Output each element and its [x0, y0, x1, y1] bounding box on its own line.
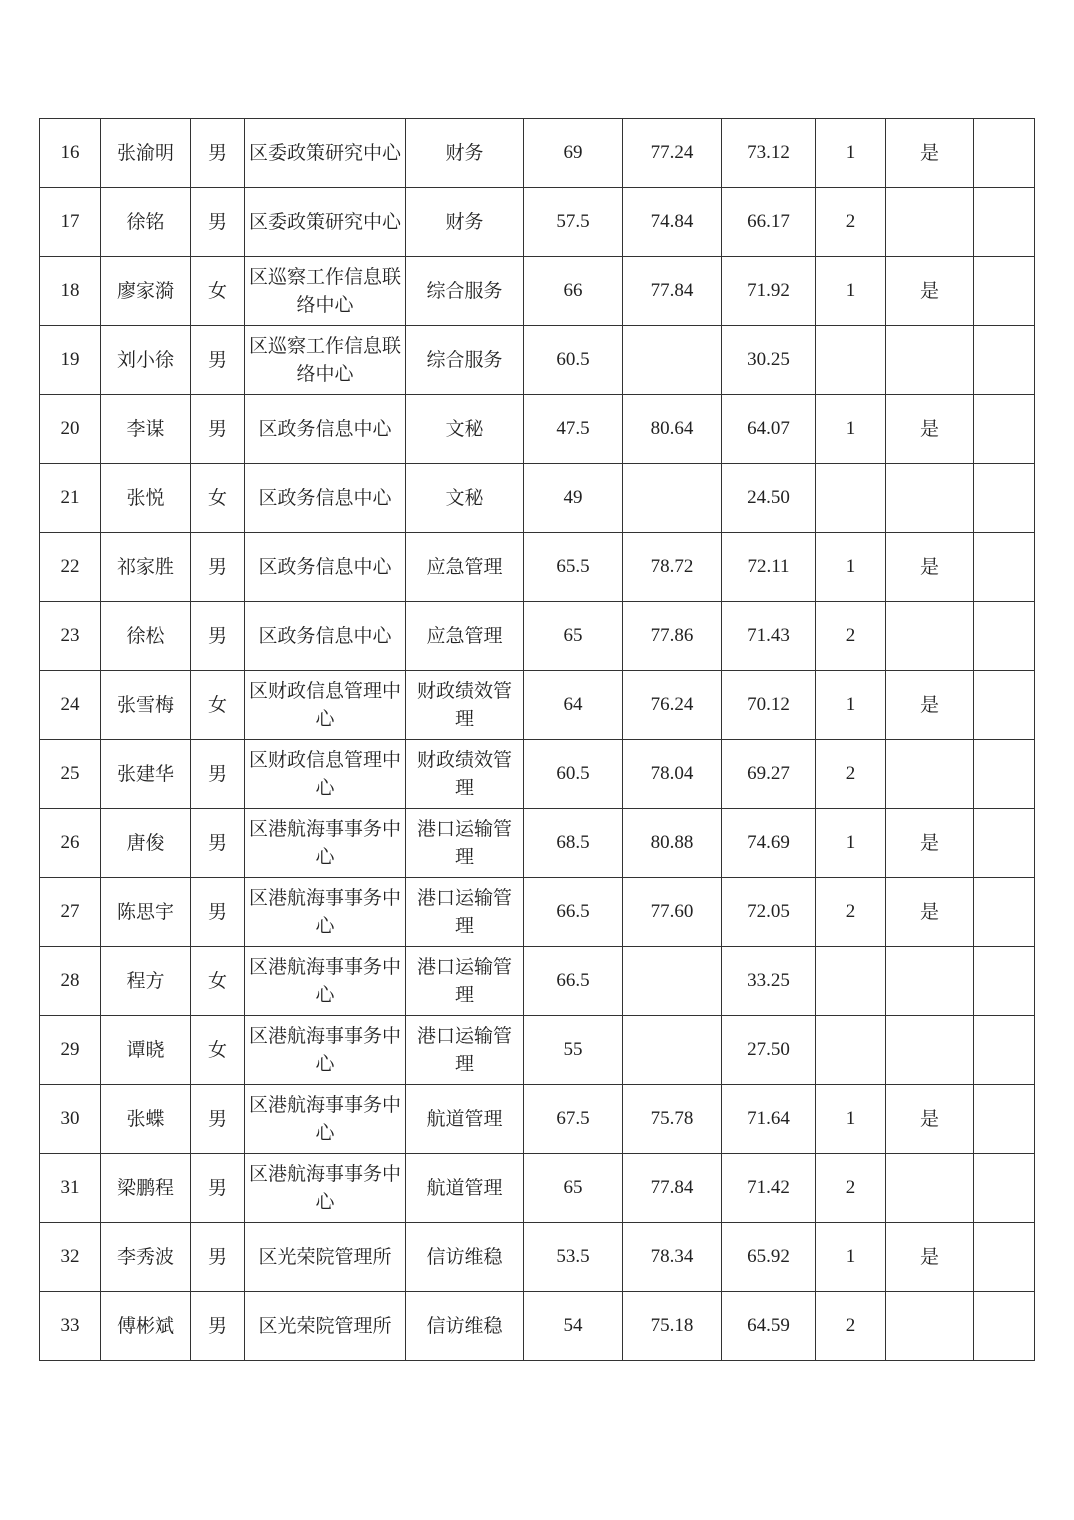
- cell-total-score: 65.92: [722, 1223, 816, 1292]
- cell-rank: [816, 1016, 886, 1085]
- cell-gender: 男: [191, 878, 245, 947]
- cell-interview-score: [623, 947, 722, 1016]
- cell-note: [974, 395, 1035, 464]
- cell-total-score: 74.69: [722, 809, 816, 878]
- cell-position: 财政绩效管理: [406, 740, 524, 809]
- cell-rank: 1: [816, 257, 886, 326]
- cell-position: 航道管理: [406, 1085, 524, 1154]
- cell-gender: 男: [191, 188, 245, 257]
- cell-note: [974, 740, 1035, 809]
- cell-position: 财政绩效管理: [406, 671, 524, 740]
- cell-note: [974, 257, 1035, 326]
- cell-position: 港口运输管理: [406, 878, 524, 947]
- cell-gender: 男: [191, 119, 245, 188]
- cell-rank: 1: [816, 1085, 886, 1154]
- cell-unit: 区财政信息管理中心: [245, 671, 406, 740]
- cell-unit: 区政务信息中心: [245, 464, 406, 533]
- cell-number: 24: [40, 671, 101, 740]
- cell-written-score: 66.5: [524, 878, 623, 947]
- cell-unit: 区港航海事事务中心: [245, 1085, 406, 1154]
- cell-total-score: 24.50: [722, 464, 816, 533]
- cell-written-score: 69: [524, 119, 623, 188]
- cell-selected: 是: [886, 878, 974, 947]
- cell-written-score: 64: [524, 671, 623, 740]
- table-row: [40, 326, 1035, 395]
- cell-unit: 区光荣院管理所: [245, 1292, 406, 1361]
- cell-number: 17: [40, 188, 101, 257]
- cell-gender: 男: [191, 809, 245, 878]
- cell-total-score: 72.05: [722, 878, 816, 947]
- cell-number: 22: [40, 533, 101, 602]
- cell-written-score: 66: [524, 257, 623, 326]
- cell-unit: 区港航海事事务中心: [245, 1154, 406, 1223]
- cell-unit: 区政务信息中心: [245, 533, 406, 602]
- cell-number: 32: [40, 1223, 101, 1292]
- cell-gender: 男: [191, 1085, 245, 1154]
- cell-position: 港口运输管理: [406, 1016, 524, 1085]
- cell-number: 27: [40, 878, 101, 947]
- cell-unit: 区委政策研究中心: [245, 119, 406, 188]
- table-row: [40, 464, 1035, 533]
- cell-unit: 区港航海事事务中心: [245, 947, 406, 1016]
- cell-selected: [886, 464, 974, 533]
- cell-note: [974, 188, 1035, 257]
- cell-selected: 是: [886, 1085, 974, 1154]
- cell-total-score: 64.07: [722, 395, 816, 464]
- cell-number: 26: [40, 809, 101, 878]
- cell-interview-score: 80.64: [623, 395, 722, 464]
- cell-interview-score: 78.34: [623, 1223, 722, 1292]
- table-row: [40, 809, 1035, 878]
- cell-selected: [886, 1154, 974, 1223]
- cell-position: 文秘: [406, 395, 524, 464]
- cell-total-score: 33.25: [722, 947, 816, 1016]
- cell-rank: 2: [816, 602, 886, 671]
- cell-note: [974, 326, 1035, 395]
- cell-written-score: 57.5: [524, 188, 623, 257]
- cell-name: 程方: [101, 947, 191, 1016]
- cell-name: 梁鹏程: [101, 1154, 191, 1223]
- cell-number: 18: [40, 257, 101, 326]
- cell-interview-score: [623, 326, 722, 395]
- cell-written-score: 53.5: [524, 1223, 623, 1292]
- cell-interview-score: 77.60: [623, 878, 722, 947]
- cell-note: [974, 878, 1035, 947]
- cell-position: 财务: [406, 119, 524, 188]
- cell-gender: 女: [191, 464, 245, 533]
- cell-rank: 2: [816, 878, 886, 947]
- cell-unit: 区政务信息中心: [245, 602, 406, 671]
- cell-note: [974, 1016, 1035, 1085]
- table-row: [40, 1292, 1035, 1361]
- cell-name: 张蝶: [101, 1085, 191, 1154]
- cell-written-score: 65: [524, 602, 623, 671]
- table-body: [40, 119, 1035, 1361]
- cell-total-score: 71.43: [722, 602, 816, 671]
- cell-position: 信访维稳: [406, 1223, 524, 1292]
- cell-gender: 女: [191, 671, 245, 740]
- cell-note: [974, 671, 1035, 740]
- cell-position: 应急管理: [406, 533, 524, 602]
- cell-unit: 区港航海事事务中心: [245, 1016, 406, 1085]
- cell-interview-score: 80.88: [623, 809, 722, 878]
- cell-rank: 1: [816, 809, 886, 878]
- cell-unit: 区港航海事事务中心: [245, 878, 406, 947]
- cell-gender: 男: [191, 326, 245, 395]
- cell-name: 唐俊: [101, 809, 191, 878]
- cell-selected: 是: [886, 395, 974, 464]
- cell-unit: 区港航海事事务中心: [245, 809, 406, 878]
- cell-rank: 2: [816, 1154, 886, 1223]
- cell-written-score: 60.5: [524, 740, 623, 809]
- cell-position: 财务: [406, 188, 524, 257]
- cell-selected: 是: [886, 119, 974, 188]
- cell-rank: 1: [816, 671, 886, 740]
- cell-name: 李秀波: [101, 1223, 191, 1292]
- cell-position: 港口运输管理: [406, 947, 524, 1016]
- table-row: [40, 533, 1035, 602]
- cell-gender: 男: [191, 1154, 245, 1223]
- cell-name: 张建华: [101, 740, 191, 809]
- cell-selected: [886, 947, 974, 1016]
- cell-interview-score: 78.04: [623, 740, 722, 809]
- cell-number: 20: [40, 395, 101, 464]
- cell-unit: 区委政策研究中心: [245, 188, 406, 257]
- cell-rank: 1: [816, 119, 886, 188]
- cell-name: 徐铭: [101, 188, 191, 257]
- cell-interview-score: 77.24: [623, 119, 722, 188]
- cell-number: 25: [40, 740, 101, 809]
- cell-interview-score: 77.86: [623, 602, 722, 671]
- cell-name: 谭晓: [101, 1016, 191, 1085]
- cell-written-score: 60.5: [524, 326, 623, 395]
- cell-position: 综合服务: [406, 257, 524, 326]
- cell-rank: 2: [816, 1292, 886, 1361]
- cell-written-score: 55: [524, 1016, 623, 1085]
- cell-gender: 男: [191, 1292, 245, 1361]
- cell-total-score: 72.11: [722, 533, 816, 602]
- cell-written-score: 47.5: [524, 395, 623, 464]
- cell-number: 29: [40, 1016, 101, 1085]
- table-row: [40, 740, 1035, 809]
- cell-number: 23: [40, 602, 101, 671]
- table-row: [40, 947, 1035, 1016]
- cell-interview-score: 77.84: [623, 257, 722, 326]
- cell-unit: 区巡察工作信息联络中心: [245, 257, 406, 326]
- cell-note: [974, 533, 1035, 602]
- cell-unit: 区政务信息中心: [245, 395, 406, 464]
- cell-total-score: 27.50: [722, 1016, 816, 1085]
- cell-gender: 男: [191, 1223, 245, 1292]
- cell-total-score: 71.42: [722, 1154, 816, 1223]
- cell-selected: [886, 188, 974, 257]
- cell-position: 应急管理: [406, 602, 524, 671]
- cell-selected: 是: [886, 1223, 974, 1292]
- cell-total-score: 73.12: [722, 119, 816, 188]
- cell-interview-score: 76.24: [623, 671, 722, 740]
- cell-rank: [816, 326, 886, 395]
- cell-written-score: 66.5: [524, 947, 623, 1016]
- cell-interview-score: [623, 1016, 722, 1085]
- cell-name: 张雪梅: [101, 671, 191, 740]
- table-row: [40, 671, 1035, 740]
- cell-position: 综合服务: [406, 326, 524, 395]
- cell-note: [974, 947, 1035, 1016]
- cell-gender: 男: [191, 740, 245, 809]
- cell-written-score: 67.5: [524, 1085, 623, 1154]
- cell-rank: [816, 464, 886, 533]
- cell-gender: 女: [191, 257, 245, 326]
- cell-number: 33: [40, 1292, 101, 1361]
- results-table: [39, 118, 1035, 1361]
- cell-written-score: 68.5: [524, 809, 623, 878]
- table-row: [40, 1085, 1035, 1154]
- cell-name: 傅彬斌: [101, 1292, 191, 1361]
- cell-note: [974, 1292, 1035, 1361]
- cell-note: [974, 1223, 1035, 1292]
- cell-selected: 是: [886, 671, 974, 740]
- cell-gender: 女: [191, 947, 245, 1016]
- cell-number: 30: [40, 1085, 101, 1154]
- cell-interview-score: 74.84: [623, 188, 722, 257]
- cell-name: 廖家漪: [101, 257, 191, 326]
- cell-number: 16: [40, 119, 101, 188]
- cell-rank: [816, 947, 886, 1016]
- cell-selected: 是: [886, 257, 974, 326]
- cell-selected: [886, 1016, 974, 1085]
- cell-selected: [886, 602, 974, 671]
- cell-interview-score: 78.72: [623, 533, 722, 602]
- cell-position: 文秘: [406, 464, 524, 533]
- cell-name: 李谋: [101, 395, 191, 464]
- table-row: [40, 878, 1035, 947]
- cell-name: 陈思宇: [101, 878, 191, 947]
- cell-note: [974, 1154, 1035, 1223]
- cell-name: 祁家胜: [101, 533, 191, 602]
- cell-rank: 1: [816, 1223, 886, 1292]
- cell-name: 张悦: [101, 464, 191, 533]
- table-row: [40, 602, 1035, 671]
- table-row: [40, 1016, 1035, 1085]
- table-row: [40, 1154, 1035, 1223]
- cell-interview-score: 77.84: [623, 1154, 722, 1223]
- cell-rank: 1: [816, 395, 886, 464]
- cell-note: [974, 1085, 1035, 1154]
- cell-name: 徐松: [101, 602, 191, 671]
- table-row: [40, 257, 1035, 326]
- cell-gender: 男: [191, 395, 245, 464]
- cell-interview-score: 75.18: [623, 1292, 722, 1361]
- cell-name: 刘小徐: [101, 326, 191, 395]
- cell-rank: 2: [816, 740, 886, 809]
- cell-total-score: 71.92: [722, 257, 816, 326]
- table-row: [40, 1223, 1035, 1292]
- cell-written-score: 49: [524, 464, 623, 533]
- cell-total-score: 71.64: [722, 1085, 816, 1154]
- cell-number: 19: [40, 326, 101, 395]
- cell-total-score: 66.17: [722, 188, 816, 257]
- cell-gender: 男: [191, 533, 245, 602]
- cell-unit: 区财政信息管理中心: [245, 740, 406, 809]
- cell-selected: [886, 326, 974, 395]
- cell-number: 21: [40, 464, 101, 533]
- cell-total-score: 30.25: [722, 326, 816, 395]
- cell-position: 信访维稳: [406, 1292, 524, 1361]
- cell-number: 31: [40, 1154, 101, 1223]
- cell-selected: 是: [886, 533, 974, 602]
- cell-note: [974, 809, 1035, 878]
- table-row: [40, 395, 1035, 464]
- cell-gender: 女: [191, 1016, 245, 1085]
- cell-interview-score: [623, 464, 722, 533]
- cell-selected: 是: [886, 809, 974, 878]
- cell-written-score: 54: [524, 1292, 623, 1361]
- cell-position: 航道管理: [406, 1154, 524, 1223]
- cell-name: 张渝明: [101, 119, 191, 188]
- cell-number: 28: [40, 947, 101, 1016]
- cell-selected: [886, 740, 974, 809]
- cell-note: [974, 119, 1035, 188]
- cell-note: [974, 464, 1035, 533]
- cell-total-score: 64.59: [722, 1292, 816, 1361]
- cell-total-score: 70.12: [722, 671, 816, 740]
- cell-written-score: 65: [524, 1154, 623, 1223]
- cell-note: [974, 602, 1035, 671]
- cell-unit: 区巡察工作信息联络中心: [245, 326, 406, 395]
- cell-gender: 男: [191, 602, 245, 671]
- cell-written-score: 65.5: [524, 533, 623, 602]
- table-row: [40, 188, 1035, 257]
- table-row: [40, 119, 1035, 188]
- cell-position: 港口运输管理: [406, 809, 524, 878]
- cell-total-score: 69.27: [722, 740, 816, 809]
- cell-unit: 区光荣院管理所: [245, 1223, 406, 1292]
- cell-rank: 1: [816, 533, 886, 602]
- cell-rank: 2: [816, 188, 886, 257]
- cell-interview-score: 75.78: [623, 1085, 722, 1154]
- cell-selected: [886, 1292, 974, 1361]
